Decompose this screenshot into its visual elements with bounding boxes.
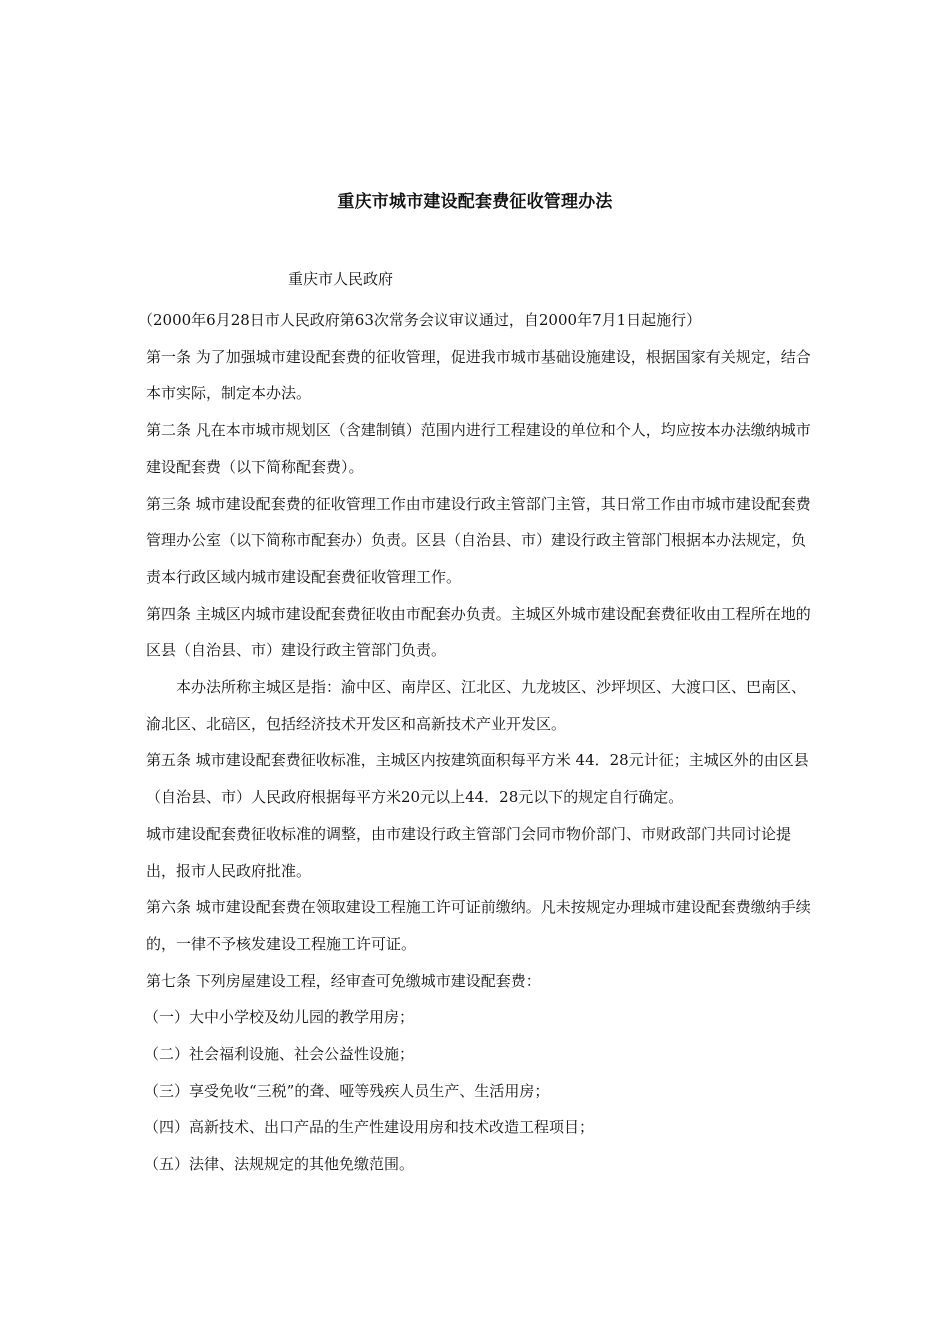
article-7: 第七条 下列房屋建设工程，经审查可免缴城市建设配套费：	[146, 971, 541, 990]
document-body	[138, 302, 816, 1183]
adoption-note: （2000年6月28日市人民政府第63次常务会议审议通过，自2000年7月1日起施行）	[138, 311, 702, 329]
article-4: 第四条 主城区内城市建设配套费征收由市配套办负责。主城区外城市建设配套费征收由工程所在地的区县（自治县、市）建设行政主管部门负责。	[146, 604, 811, 660]
exemption-item-3: （三）享受免收“三税”的聋、哑等残疾人员生产、生活用房；	[144, 1081, 550, 1100]
article-5-adjustment: 城市建设配套费征收标准的调整，由市建设行政主管部门会同市物价部门、市财政部门共同讨论提出，报市人民政府批准。	[146, 824, 792, 880]
article-3: 第三条 城市建设配套费的征收管理工作由市建设行政主管部门主管，其日常工作由市城市建设配套费管理办公室（以下简称市配套办）负责。区县（自治县、市）建设行政主管部门根据本办法规定，负责本行政区域内城市建设配套费征收管理工作。	[146, 494, 811, 586]
document-title: 重庆市城市建设配套费征收管理办法	[337, 192, 613, 212]
exemption-item-1: （一）大中小学校及幼儿园的教学用房；	[144, 1008, 415, 1027]
article-6: 第六条 城市建设配套费在领取建设工程施工许可证前缴纳。凡未按规定办理城市建设配套费缴纳手续的，一律不予核发建设工程施工许可证。	[146, 898, 811, 953]
exemption-item-2: （二）社会福利设施、社会公益性设施；	[144, 1045, 415, 1064]
article-2: 第二条 凡在本市城市规划区（含建制镇）范围内进行工程建设的单位和个人，均应按本办法缴纳城市建设配套费（以下简称配套费）。	[146, 421, 811, 476]
exemption-item-5: （五）法律、法规规定的其他免缴范围。	[144, 1155, 415, 1174]
issuer-line: 重庆市人民政府	[288, 270, 394, 288]
exemption-item-4: （四）高新技术、出口产品的生产性建设用房和技术改造工程项目；	[144, 1118, 595, 1137]
article-5: 第五条 城市建设配套费征收标准，主城区内按建筑面积每平方米 44．28元计征；主城区外的由区县（自治县、市）人民政府根据每平方米20元以上44．28元以下的规定自行确定。	[146, 751, 809, 807]
article-1: 第一条 为了加强城市建设配套费的征收管理，促进我市城市基础设施建设，根据国家有关规定，结合本市实际，制定本办法。	[146, 347, 811, 403]
article-4-definition: 本办法所称主城区是指：渝中区、南岸区、江北区、九龙坡区、沙坪坝区、大渡口区、巴南区、渝北区、北碚区，包括经济技术开发区和高新技术产业开发区。	[146, 678, 807, 733]
